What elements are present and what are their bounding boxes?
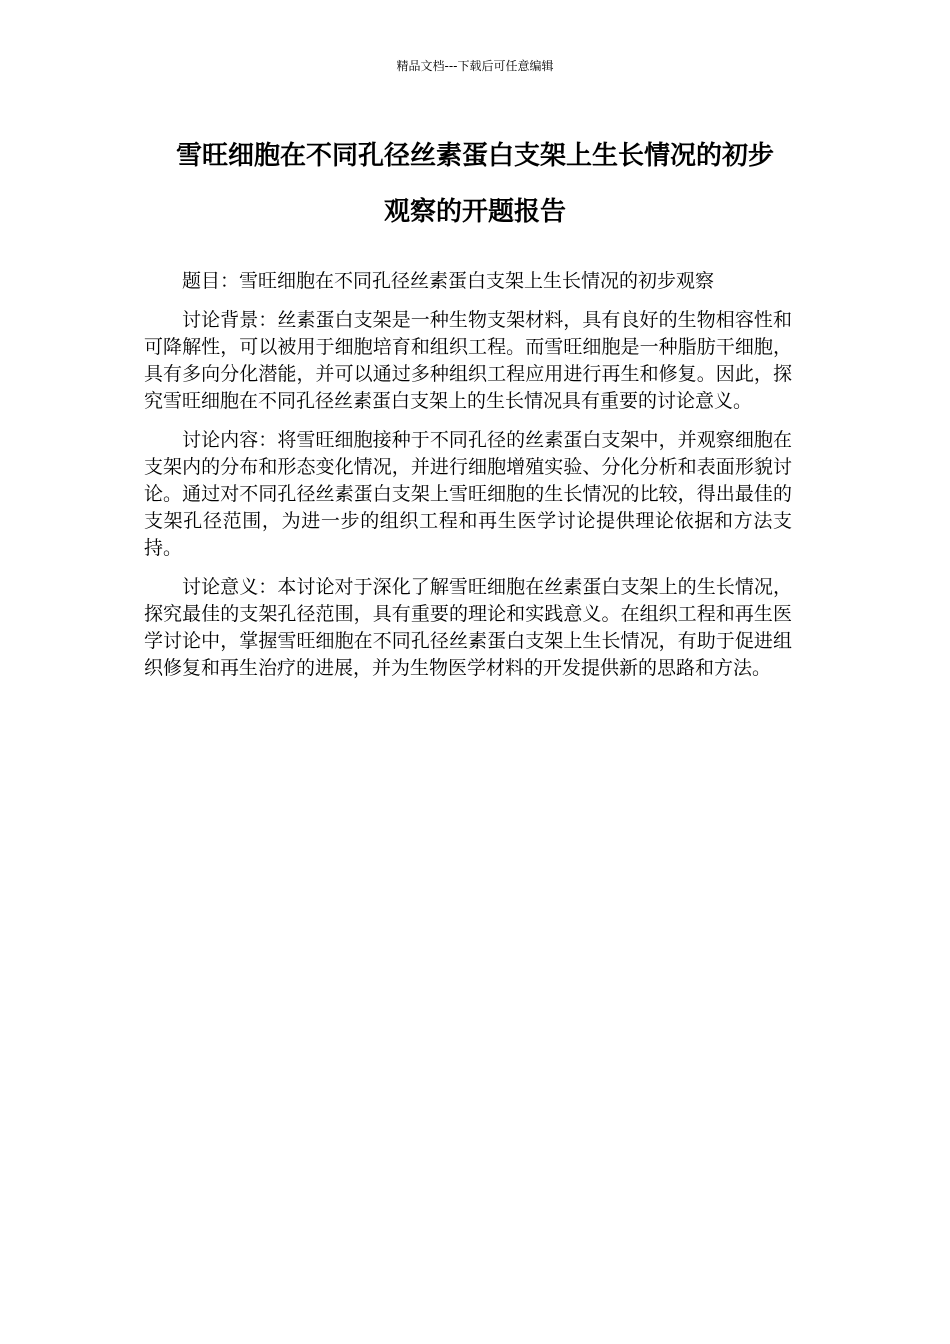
paragraph-content xyxy=(144,427,792,562)
paragraph-text: 本讨论对于深化了解雪旺细胞在丝素蛋白支架上的生长情况，探究最佳的支架孔径范围，具有重要的理论和实践意义。在组织工程和再生医学讨论中，掌握雪旺细胞在不同孔径丝素蛋白支架上生长情况，有助于促进组织修复和再生治疗的进展，并为生物医学材料的开发提供新的思路和方法。 xyxy=(144,576,792,679)
title-line-1: 雪旺细胞在不同孔径丝素蛋白支架上生长情况的初步 xyxy=(175,141,774,171)
header-note: 精品文档---下载后可任意编辑 xyxy=(396,59,554,73)
paragraph-label: 题目： xyxy=(182,270,240,292)
paragraph-background xyxy=(144,307,792,415)
paragraph-label: 讨论意义： xyxy=(182,576,278,598)
paragraph-label: 讨论内容： xyxy=(182,429,278,451)
document-body xyxy=(144,268,792,694)
paragraph-text: 将雪旺细胞接种于不同孔径的丝素蛋白支架中，并观察细胞在支架内的分布和形态变化情况，并进行细胞增殖实验、分化分析和表面形貌讨论。通过对不同孔径丝素蛋白支架上雪旺细胞的生长情况的比较，得出最佳的支架孔径范围，为进一步的组织工程和再生医学讨论提供理论依据和方法支持。 xyxy=(144,429,792,559)
paragraph-significance xyxy=(144,574,792,682)
paragraph-label: 讨论背景： xyxy=(182,309,278,331)
title-line-2: 观察的开题报告 xyxy=(383,197,566,227)
paragraph-topic xyxy=(144,268,792,295)
paragraph-text: 丝素蛋白支架是一种生物支架材料，具有良好的生物相容性和可降解性，可以被用于细胞培育和组织工程。而雪旺细胞是一种脂肪干细胞，具有多向分化潜能，并可以通过多种组织工程应用进行再生和修复。因此，探究雪旺细胞在不同孔径丝素蛋白支架上的生长情况具有重要的讨论意义。 xyxy=(144,309,792,412)
paragraph-text: 雪旺细胞在不同孔径丝素蛋白支架上生长情况的初步观察 xyxy=(239,270,715,292)
document-title xyxy=(130,128,820,240)
